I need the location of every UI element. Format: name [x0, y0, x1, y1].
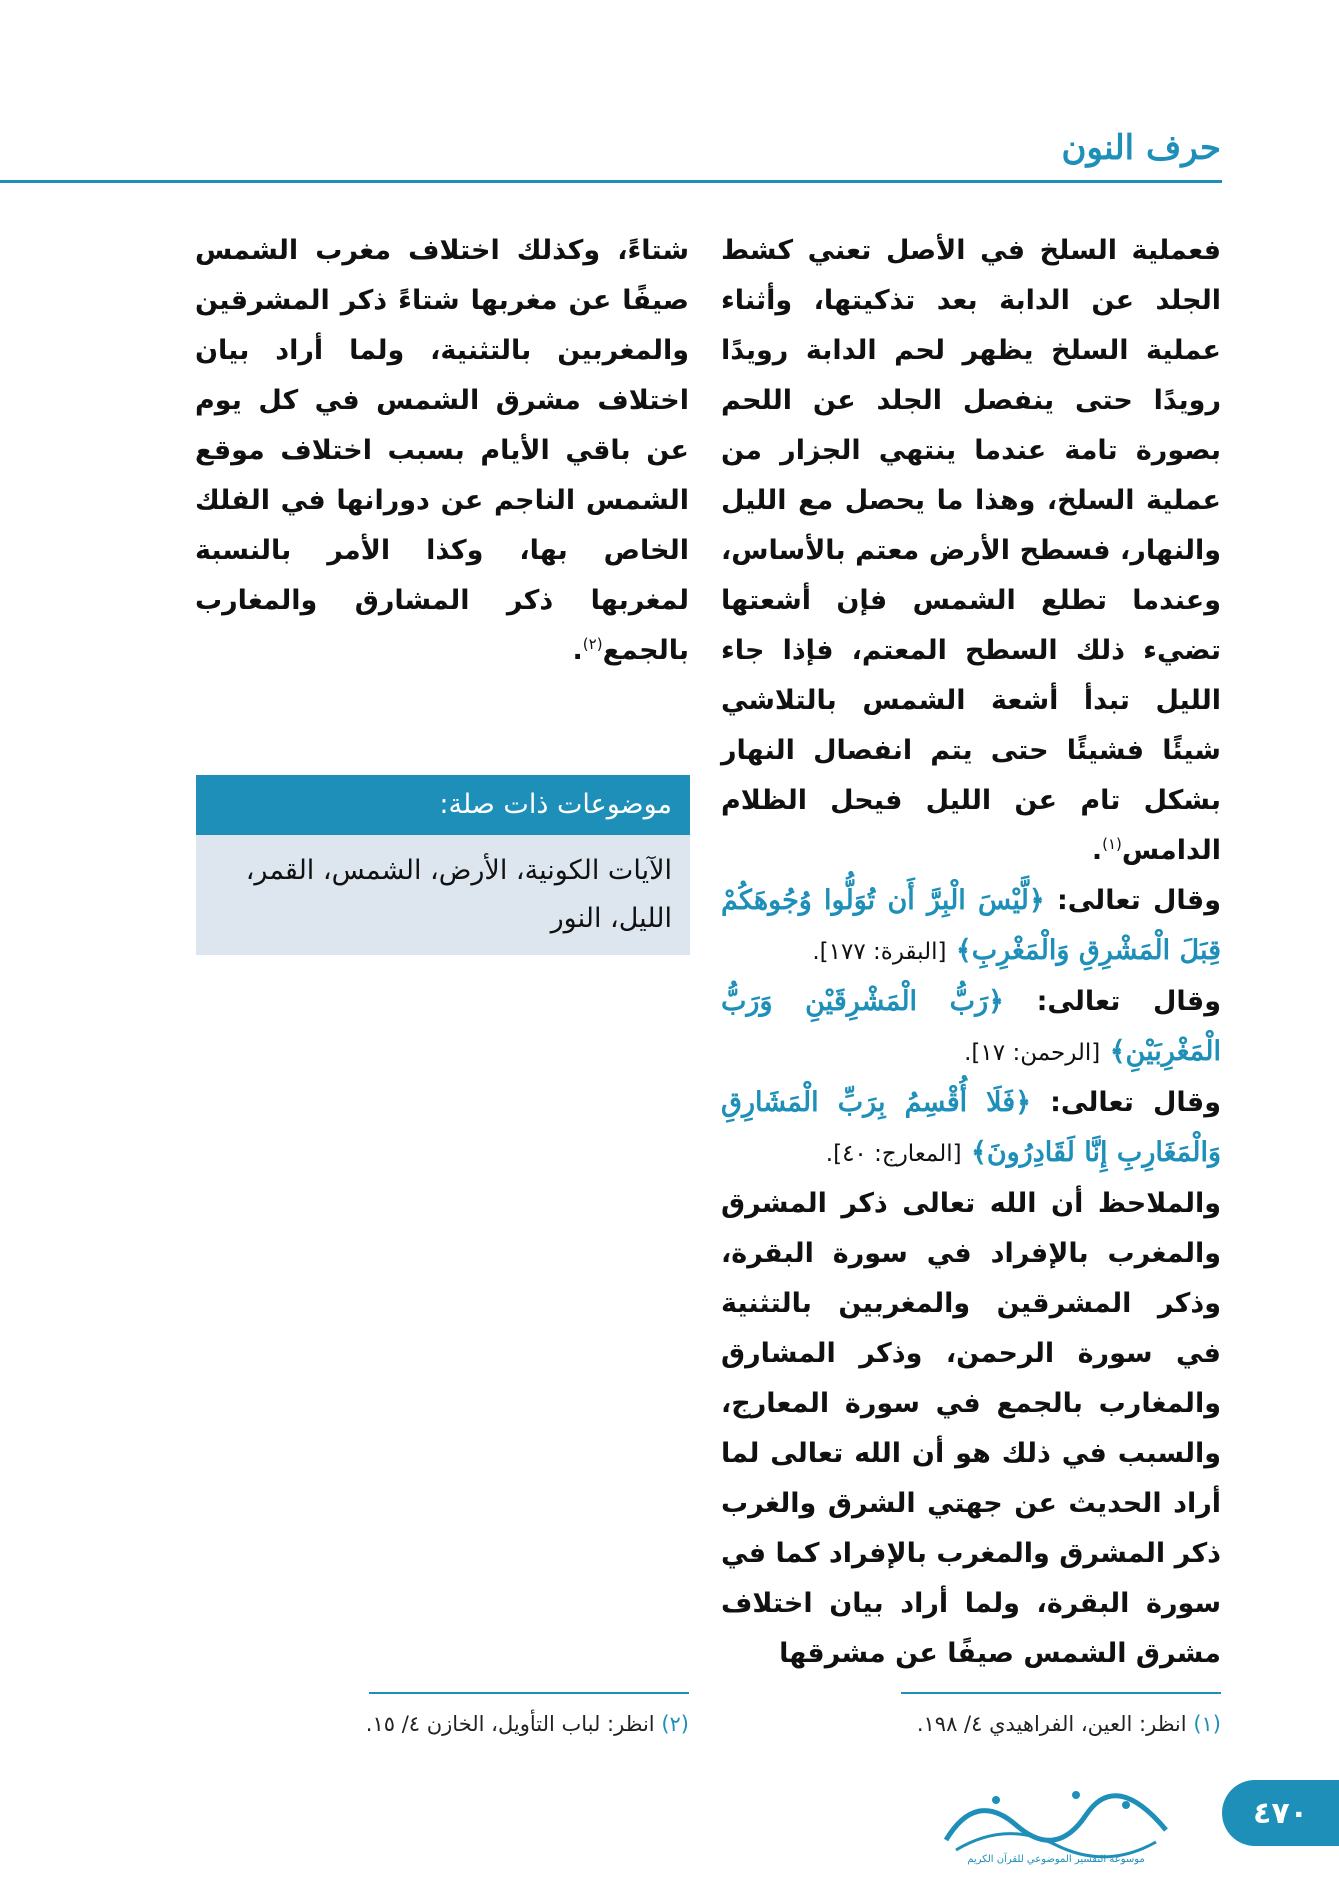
paragraph-1: فعملية السلخ في الأصل تعني كشط الجلد عن الدابة بعد تذكيتها، وأثناء عملية السلخ يظهر لحم الدابة رويدًا رويدًا حتى ينفصل الجلد عن اللحم بصورة تامة عندما ينتهي الجزار من عملية السلخ، وهذا ما يحصل مع الليل والنهار، فسطح الأرض معتم بالأساس، وعندما تطلع الشمس فإن أشعتها تضيء ذلك السطح المعتم، فإذا جاء الليل تبدأ أشعة الشمس بالتلاشي شيئًا فشيئًا حتى يتم انفصال النهار بشكل تام عن الليل فيحل الظلام الدامس$^{(١)}$.: [721, 235, 1221, 866]
page-number: ٤٧٠: [1222, 1780, 1339, 1846]
paragraph-2: والملاحظ أن الله تعالى ذكر المشرق والمغرب بالإفراد في سورة البقرة، وذكر المشرقين والمغربين بالتثنية في سورة الرحمن، وذكر المشارق والمغارب بالجمع في سورة المعارج، والسبب في ذلك هو أن الله تعالى لما أراد الحديث عن جهتي الشرق والغرب ذكر المشرق والمغرب بالإفراد كما في سورة البقرة، ولما أراد بيان اختلاف مشرق الشمس صيفًا عن مشرقها: [721, 1188, 1221, 1669]
footnote-rule-right: [901, 1692, 1221, 1694]
left-paragraph: شتاءً، وكذلك اختلاف مغرب الشمس صيفًا عن مغربها شتاءً ذكر المشرقين والمغربين بالتثنية، ولما أراد بيان اختلاف مشرق الشمس في كل يوم عن باقي الأيام بسبب اختلاف موقع الشمس الناجم عن دورانها في الفلك الخاص بها، وكذا الأمر بالنسبة لمغربها ذكر المشارق والمغارب بالجمع$^{(٢)}$.: [195, 235, 689, 666]
footnote-2-number: (٢): [661, 1712, 689, 1736]
footnote-2-text: انظر: لباب التأويل، الخازن ٤/ ١٥.: [365, 1712, 655, 1736]
footnote-1-text: انظر: العين، الفراهيدي ٤/ ١٩٨.: [916, 1712, 1187, 1736]
verse-2-ref: [الرحمن: ١٧].: [964, 1040, 1101, 1066]
footnote-ref-2[interactable]: (٢): [582, 635, 603, 653]
related-topics-list: الآيات الكونية، الأرض، الشمس، القمر، الليل، النور: [196, 835, 690, 955]
quran-verse-3: ﴿فَلَا أُقْسِمُ بِرَبِّ الْمَشَارِقِ وَالْمَغَارِبِ إِنَّا لَقَادِرُونَ﴾: [721, 1087, 1221, 1168]
footnote-rule-left: [369, 1692, 689, 1694]
encyclopedia-logo: [936, 1770, 1176, 1868]
chapter-title: حرف النون: [1061, 128, 1221, 168]
quran-verse-1: ﴿لَّيْسَ الْبِرَّ أَن تُوَلُّوا وُجُوهَكُمْ قِبَلَ الْمَشْرِقِ وَالْمَغْرِبِ﴾: [721, 885, 1221, 966]
related-topics-heading: موضوعات ذات صلة:: [196, 775, 690, 835]
quran-verse-2: ﴿رَبُّ الْمَشْرِقَيْنِ وَرَبُّ الْمَغْرِبَيْنِ﴾: [721, 986, 1221, 1067]
footnote-2: [195, 1712, 689, 1736]
right-column: [721, 226, 1221, 1679]
left-column: [195, 226, 689, 676]
verse-1-ref: [البقرة: ١٧٧].: [812, 939, 947, 965]
related-topics-box: [196, 775, 690, 955]
verse-1-line: وقال تعالى: ﴿لَّيْسَ الْبِرَّ أَن تُوَلُّوا وُجُوهَكُمْ قِبَلَ الْمَشْرِقِ وَالْمَغْرِبِ﴾ [البقرة: ١٧٧].: [721, 885, 1221, 966]
verse-3-line: وقال تعالى: ﴿فَلَا أُقْسِمُ بِرَبِّ الْمَشَارِقِ وَالْمَغَارِبِ إِنَّا لَقَادِرُونَ﴾ [المعارج: ٤٠].: [721, 1087, 1222, 1168]
footnote-ref-1[interactable]: (١): [1102, 835, 1122, 853]
logo-text: موسوعة التفسير الموضوعي للقرآن الكريم: [967, 1854, 1145, 1865]
verse-3-ref: [المعارج: ٤٠].: [825, 1141, 962, 1167]
header-rule: [0, 180, 1222, 183]
footnote-1: [721, 1712, 1221, 1736]
footnote-1-number: (١): [1193, 1712, 1221, 1736]
verse-2-line: وقال تعالى: ﴿رَبُّ الْمَشْرِقَيْنِ وَرَبُّ الْمَغْرِبَيْنِ﴾ [الرحمن: ١٧].: [721, 986, 1221, 1067]
